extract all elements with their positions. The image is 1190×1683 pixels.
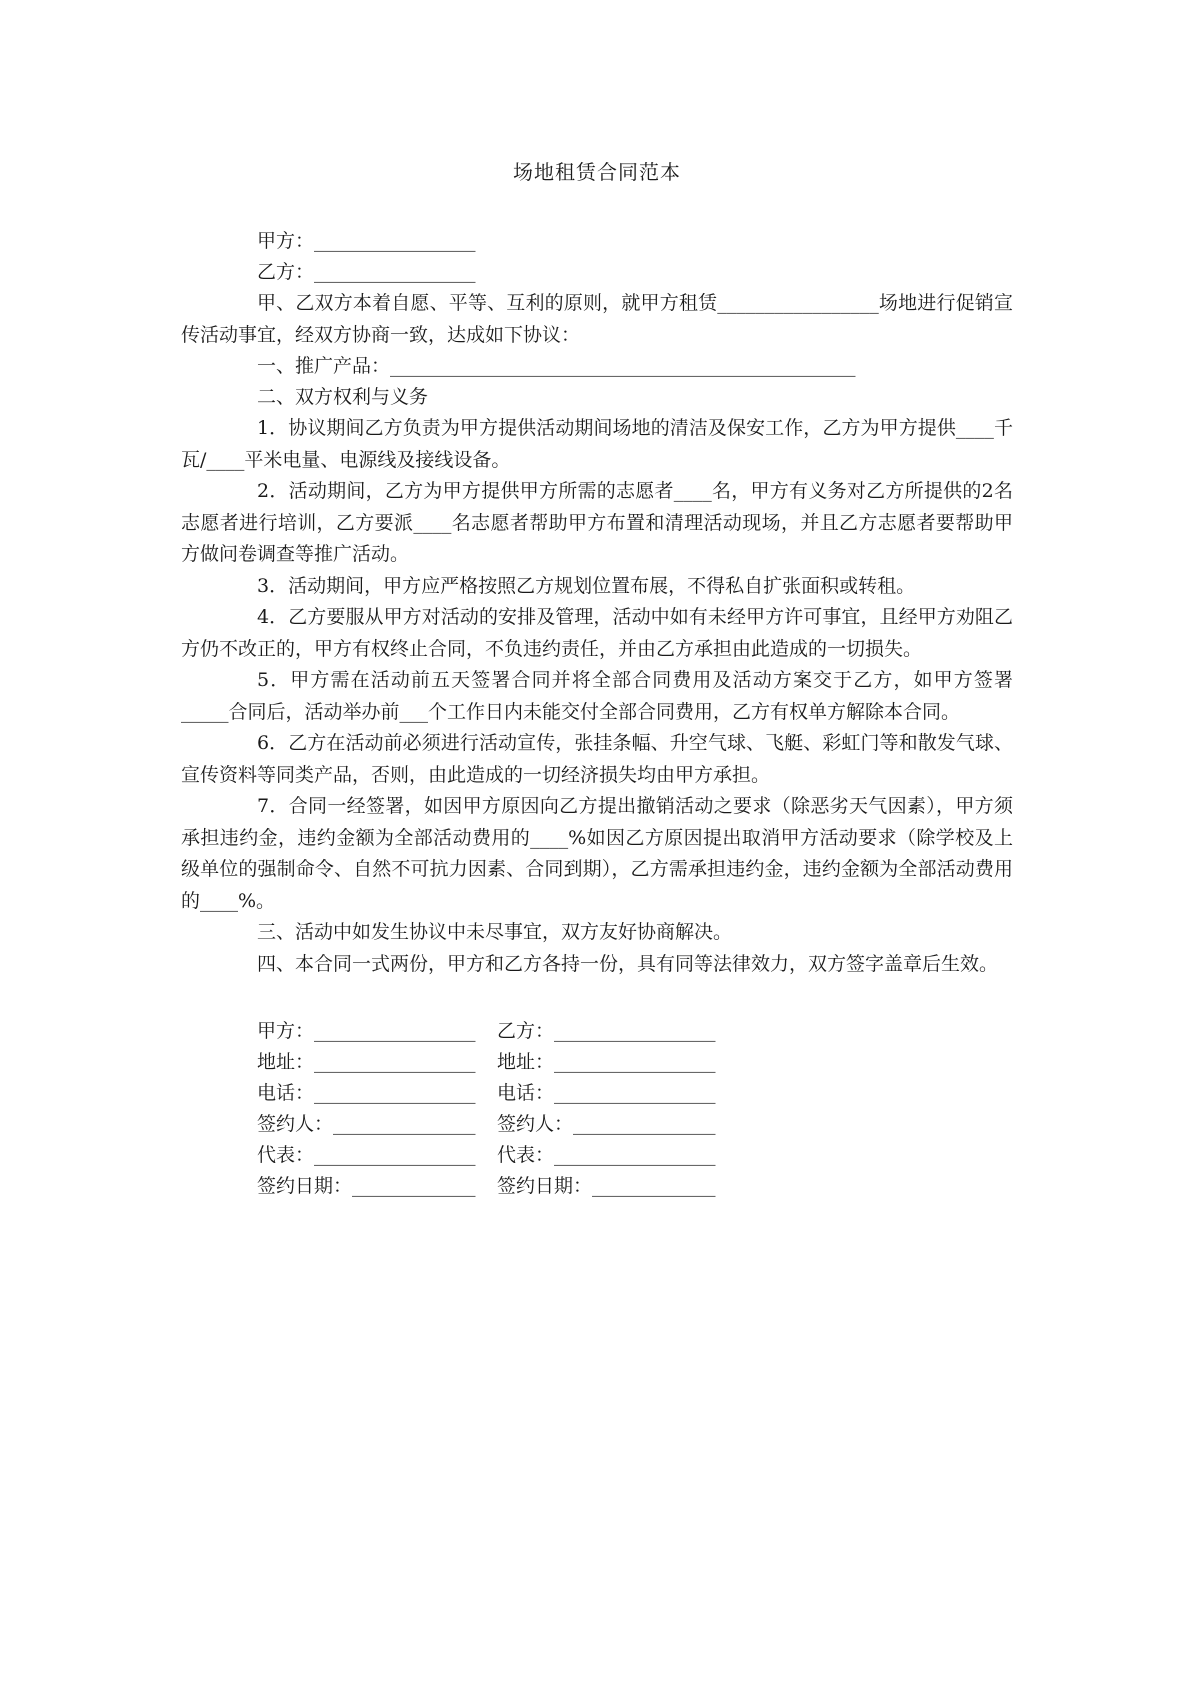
section-1-promoted-product: 一、推广产品：_________________________________________________ [257, 355, 856, 377]
signature-representative-a: 代表：_________________ [257, 1144, 476, 1166]
signature-phone-a: 电话：_________________ [257, 1082, 476, 1104]
signature-date-b: 签约日期：_____________ [497, 1175, 716, 1197]
intro-paragraph: 甲、乙双方本着自愿、平等、互利的原则，就甲方租赁_________________场地进行促销宣传活动事宜，经双方协商一致，达成如下协议： [181, 292, 1013, 346]
signature-block [181, 1016, 1013, 1202]
signature-signatory-a: 签约人：_______________ [257, 1113, 476, 1135]
clause-6: 6．乙方在活动前必须进行活动宣传，张挂条幅、升空气球、飞艇、彩虹门等和散发气球、宣传资料等同类产品，否则，由此造成的一切经济损失均由甲方承担。 [181, 732, 1013, 786]
signature-row-representative [181, 1140, 1013, 1171]
signature-signatory-b: 签约人：_______________ [497, 1113, 716, 1135]
section-4: 四、本合同一式两份，甲方和乙方各持一份，具有同等法律效力，双方签字盖章后生效。 [257, 952, 999, 975]
signature-row-signatory [181, 1109, 1013, 1140]
signature-row-phone [181, 1078, 1013, 1109]
clause-1: 1．协议期间乙方负责为甲方提供活动期间场地的清洁及保安工作，乙方为甲方提供____千瓦/____平米电量、电源线及接线设备。 [181, 417, 1013, 471]
signature-address-a: 地址：_________________ [257, 1051, 476, 1073]
signature-row-party [181, 1016, 1013, 1047]
section-2-heading: 二、双方权利与义务 [257, 386, 429, 408]
signature-date-a: 签约日期：_____________ [257, 1175, 476, 1197]
signature-row-date [181, 1171, 1013, 1202]
party-b-line: 乙方：_________________ [257, 261, 476, 283]
signature-party-a: 甲方：_________________ [257, 1020, 476, 1042]
contract-page [181, 156, 1013, 1202]
document-title: 场地租赁合同范本 [513, 160, 681, 184]
clause-2: 2．活动期间，乙方为甲方提供甲方所需的志愿者____名，甲方有义务对乙方所提供的2名志愿者进行培训，乙方要派____名志愿者帮助甲方布置和清理活动现场，并且乙方志愿者要帮助甲方做问卷调查等推广活动。 [181, 480, 1013, 565]
clause-4: 4．乙方要服从甲方对活动的安排及管理，活动中如有未经甲方许可事宜，且经甲方劝阻乙方仍不改正的，甲方有权终止合同，不负违约责任，并由乙方承担由此造成的一切损失。 [181, 606, 1013, 660]
signature-party-b: 乙方：_________________ [497, 1020, 716, 1042]
signature-address-b: 地址：_________________ [497, 1051, 716, 1073]
clause-5: 5．甲方需在活动前五天签署合同并将全部合同费用及活动方案交于乙方，如甲方签署_____合同后，活动举办前___个工作日内未能交付全部合同费用，乙方有权单方解除本合同。 [181, 669, 1013, 723]
signature-representative-b: 代表：_________________ [497, 1144, 716, 1166]
clause-7: 7．合同一经签署，如因甲方原因向乙方提出撤销活动之要求（除恶劣天气因素），甲方须承担违约金，违约金额为全部活动费用的____%如因乙方原因提出取消甲方活动要求（除学校及上级单位的强制命令、自然不可抗力因素、合同到期），乙方需承担违约金，违约金额为全部活动费用的____%。 [181, 795, 1013, 912]
clause-3: 3．活动期间，甲方应严格按照乙方规划位置布展，不得私自扩张面积或转租。 [257, 574, 916, 597]
signature-phone-b: 电话：_________________ [497, 1082, 716, 1104]
signature-row-address [181, 1047, 1013, 1078]
party-a-line: 甲方：_________________ [257, 230, 476, 252]
section-3: 三、活动中如发生协议中未尽事宜，双方友好协商解决。 [257, 921, 733, 943]
